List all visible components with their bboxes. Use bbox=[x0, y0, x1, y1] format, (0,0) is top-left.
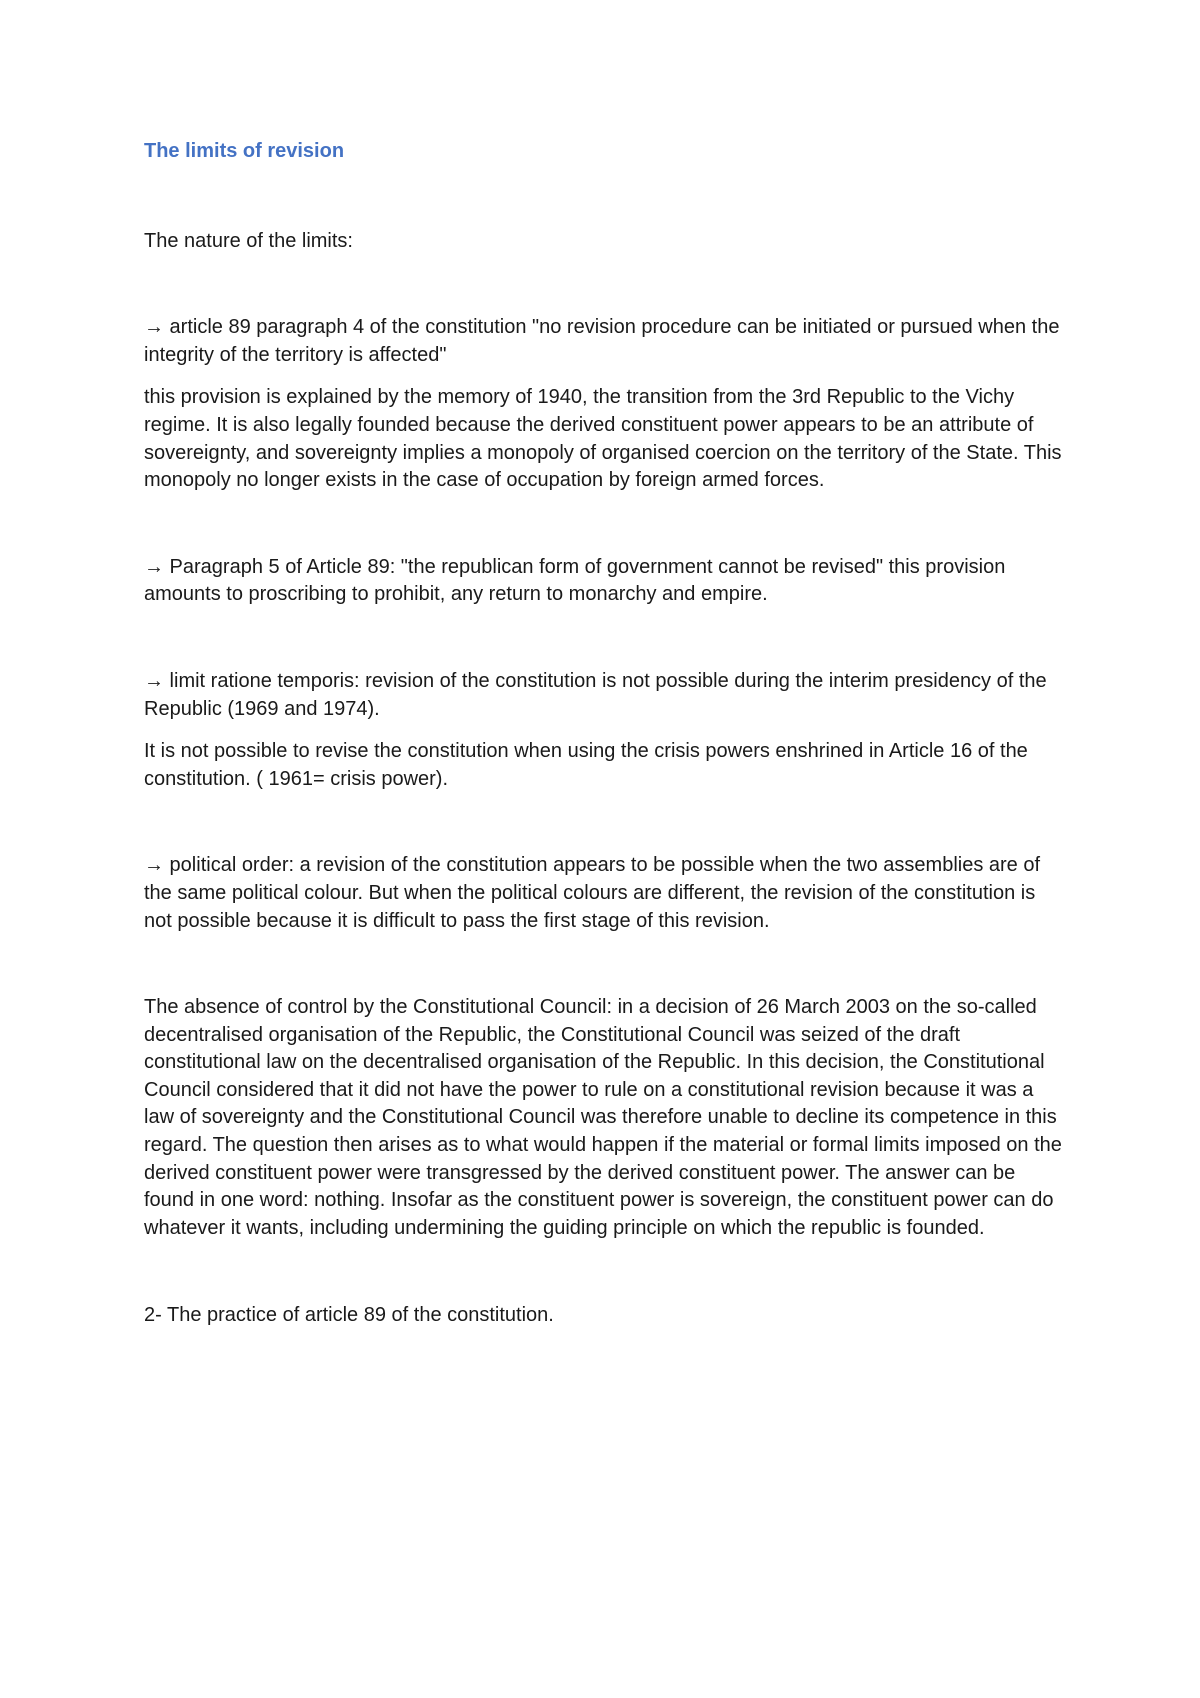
spacer bbox=[144, 1242, 1064, 1302]
practice-heading: 2- The practice of article 89 of the constitution. bbox=[144, 1304, 554, 1327]
spacer bbox=[144, 609, 1064, 668]
paragraph-memory-1940: this provision is explained by the memory of 1940, the transition from the 3rd Republic to the Vichy regime. It is also legally founded because the derived constituent power appears to be an attribute of sovereignty, and sovereignty implies a monopoly of organised coercion on the territory of the State. This monopoly no longer exists in the case of occupation by foreign armed forces. bbox=[144, 386, 1062, 492]
paragraph-ratione-temporis: → limit ratione temporis: revision of the constitution is not possible during the interim presidency of the Republic (1969 and 1974). bbox=[144, 669, 1047, 720]
paragraph-absence-control: The absence of control by the Constitutional Council: in a decision of 26 March 2003 on the so-called decentralised organisation of the Republic, the Constitutional Council was seized of the draft constitutional law on the decentralised organisation of the Republic. In this decision, the Constitutional Council considered that it did not have the power to rule on a constitutional revision because it was a law of sovereignty and the Constitutional Council was therefore unable to decline its competence in this regard. The question then arises as to what would happen if the material or formal limits imposed on the derived constituent power were transgressed by the derived constituent power. The answer can be found in one word: nothing. Insofar as the constituent power is sovereign, the constituent power can do whatever it wants, including undermining the guiding principle on which the republic is founded. bbox=[144, 996, 1062, 1239]
paragraph-crisis-powers: It is not possible to revise the constitution when using the crisis powers enshrined in Article 16 of the constitution. ( 1961= crisis power). bbox=[144, 740, 1028, 790]
document-body bbox=[144, 138, 1064, 1330]
spacer bbox=[144, 369, 1064, 384]
nature-heading: The nature of the limits: bbox=[144, 229, 353, 252]
spacer bbox=[144, 495, 1064, 554]
spacer bbox=[144, 723, 1064, 738]
paragraph-political-order: → political order: a revision of the constitution appears to be possible when the two assemblies are of the same political colour. But when the political colours are different, the revision of the constitution is not possible because it is difficult to pass the first stage of this revision. bbox=[144, 854, 1041, 932]
spacer bbox=[144, 166, 1064, 228]
spacer bbox=[144, 793, 1064, 852]
paragraph-article89-p4: → article 89 paragraph 4 of the constitution "no revision procedure can be initiated or pursued when the integrity of the territory is affected" bbox=[144, 316, 1060, 366]
spacer bbox=[144, 255, 1064, 314]
spacer bbox=[144, 935, 1064, 994]
paragraph-article89-p5: → Paragraph 5 of Article 89: "the republican form of government cannot be revised" this provision amounts to proscribing to prohibit, any return to monarchy and empire. bbox=[144, 555, 1006, 606]
section-title: The limits of revision bbox=[144, 140, 345, 162]
